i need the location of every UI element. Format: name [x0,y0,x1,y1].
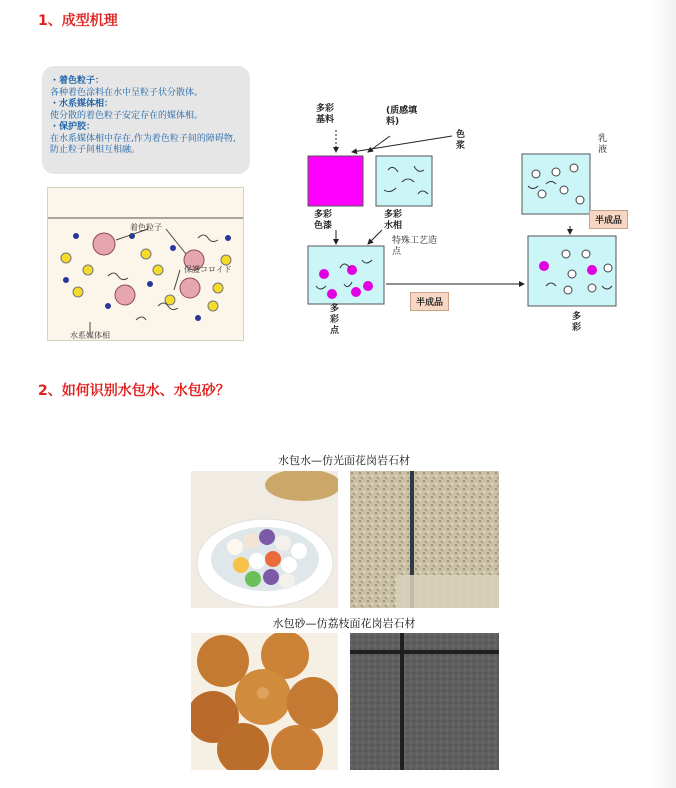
process-diagram [302,90,652,344]
label-multi-final: 多 彩 [572,312,582,333]
tag-semi-product-bottom: 半成品 [410,292,449,311]
page-edge-shade [650,0,676,788]
label-water-phase: 多彩 水相 [384,210,403,231]
label-multi-base: 多彩 基料 [316,104,335,125]
photo-caption-1: 水包水—仿光面花岗岩石材 [278,454,410,467]
photo-sesame-balls-art [191,633,338,770]
photo-textured-granite [350,633,499,770]
photo-tangyuan-art [191,471,338,608]
photo-smooth-granite-art [350,471,499,608]
legend-desc-3: 在水系媒体相中存在,作为着色粒子间的障碍物,防止粒子间相互相融。 [50,133,236,155]
photo-caption-2: 水包砂—仿荔枝面花岗岩石材 [272,617,416,630]
particle-sketch [47,187,244,341]
legend-term-1: ・着色粒子： [50,76,105,86]
sketch-label-colloid: 保護コロイド [184,265,232,274]
label-emulsion: 乳 液 [598,134,608,155]
section-heading-1: 1、成型机理 [38,13,118,29]
section-heading-2: 2、如何识别水包水、水包砂？ [38,383,230,399]
legend-desc-1: 各种着色涂料在水中呈粒子状分散体。 [50,87,204,98]
sketch-label-particle: 着色粒子 [130,223,162,232]
photo-textured-granite-art [350,633,499,770]
label-texture-filler: (质感填 料) [386,106,418,127]
label-special-process: 特殊工艺造 点 [392,236,438,257]
legend-term-2: ・水系媒体相： [50,99,114,109]
legend-term-3: ・保护胶： [50,122,96,132]
legend-desc-2: 使分散的着色粒子安定存在的媒体相。 [50,110,204,121]
legend-card [42,66,250,174]
label-color-paste: 色 浆 [456,130,466,151]
photo-sesame-balls [191,633,338,770]
photo-tangyuan [191,471,338,608]
sketch-label-medium: 水系媒体相 [70,331,110,340]
label-multi-dots: 多 彩 点 [330,304,340,336]
photo-smooth-granite [350,471,499,608]
label-colored-paint: 多彩 色漆 [314,210,333,231]
tag-semi-product-top: 半成品 [589,210,628,229]
